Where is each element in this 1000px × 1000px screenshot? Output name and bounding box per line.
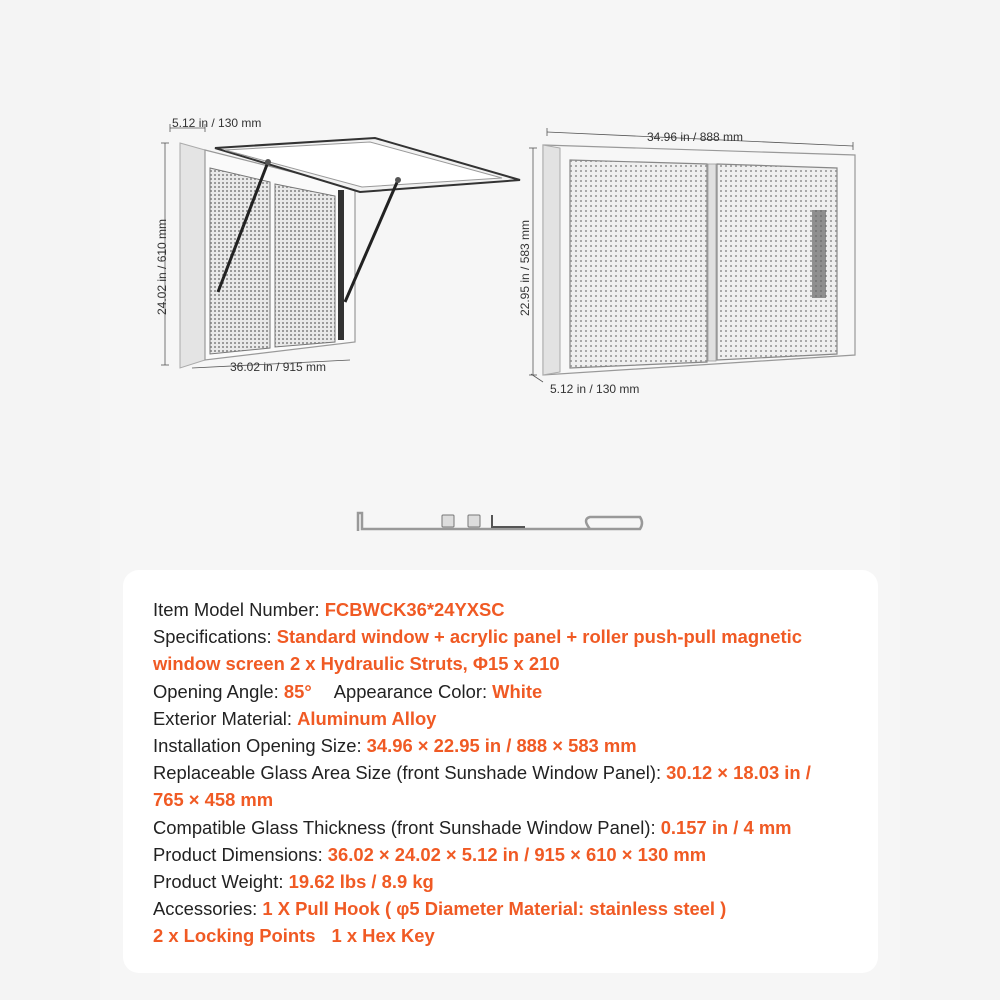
model-label: Item Model Number: [153, 599, 325, 620]
weight-label: Product Weight: [153, 871, 289, 893]
model-value: FCBWCK36*24YXSC [324, 599, 505, 620]
specifications-value: Standard window + acrylic panel + roller push-pull magnetic [276, 626, 802, 648]
thickness-value: 0.157 in / 4 mm [660, 816, 792, 838]
glass-area-value: 30.12 × 18.03 in / [666, 762, 811, 784]
front-window-figure [515, 120, 865, 400]
front-window-drawing [515, 120, 865, 400]
specifications-label: Specifications: [153, 626, 277, 648]
dimensions-label: Product Dimensions: [153, 843, 328, 865]
spec-angle-color-row [153, 678, 868, 705]
height-dimension-label: 24.02 in / 610 mm [155, 218, 169, 315]
accessories-figure [350, 505, 650, 545]
thickness-label: Compatible Glass Thickness (front Sunshade Window Panel): [153, 816, 661, 838]
height-dimension-label: 22.95 in / 583 mm [518, 219, 532, 316]
material-label: Exterior Material: [153, 707, 298, 729]
depth-dimension-label: 5.12 in / 130 mm [550, 382, 640, 396]
locking-points-value: 2 x Locking Points [153, 925, 316, 947]
spec-thickness-row [153, 814, 868, 841]
glass-area-label: Replaceable Glass Area Size (front Sunshade Window Panel): [153, 762, 667, 784]
open-window-figure [150, 110, 530, 390]
dimensions-value: 36.02 × 24.02 × 5.12 in / 915 × 610 × 130 mm [327, 843, 707, 865]
color-value: White [492, 680, 543, 702]
spec-material-row [153, 705, 868, 732]
spec-accessories-row-continued [153, 922, 868, 949]
accessories-label: Accessories: [153, 898, 263, 920]
spec-weight-row [153, 868, 868, 895]
hex-key-value: 1 x Hex Key [331, 925, 435, 947]
opening-label: Installation Opening Size: [153, 735, 367, 757]
color-label: Appearance Color: [333, 680, 493, 702]
accessories-drawing [350, 505, 650, 545]
width-dimension-label: 34.96 in / 888 mm [647, 130, 744, 144]
angle-value: 85° [283, 680, 312, 702]
spec-dimensions-row [153, 841, 868, 868]
material-value: Aluminum Alloy [297, 707, 437, 729]
open-window-drawing [150, 110, 530, 390]
glass-area-value-continued: 765 × 458 mm [153, 789, 274, 811]
spec-model-row [153, 596, 868, 623]
weight-value: 19.62 lbs / 8.9 kg [288, 871, 434, 893]
spec-glass-area-row [153, 759, 868, 786]
opening-value: 34.96 × 22.95 in / 888 × 583 mm [366, 735, 637, 757]
width-dimension-label: 36.02 in / 915 mm [230, 360, 327, 374]
accessories-value: 1 X Pull Hook ( φ5 Diameter Material: stainless steel ) [262, 898, 727, 920]
spec-glass-area-row-continued [153, 786, 868, 813]
angle-label: Opening Angle: [153, 680, 284, 702]
spec-specifications-row-continued [153, 650, 868, 677]
depth-dimension-label: 5.12 in / 130 mm [172, 116, 262, 130]
specifications-value-continued: window screen 2 x Hydraulic Struts, Φ15 x 210 [153, 653, 560, 675]
spec-accessories-row [153, 895, 868, 922]
spec-list [153, 596, 868, 950]
spec-opening-row [153, 732, 868, 759]
spec-specifications-row [153, 623, 868, 650]
